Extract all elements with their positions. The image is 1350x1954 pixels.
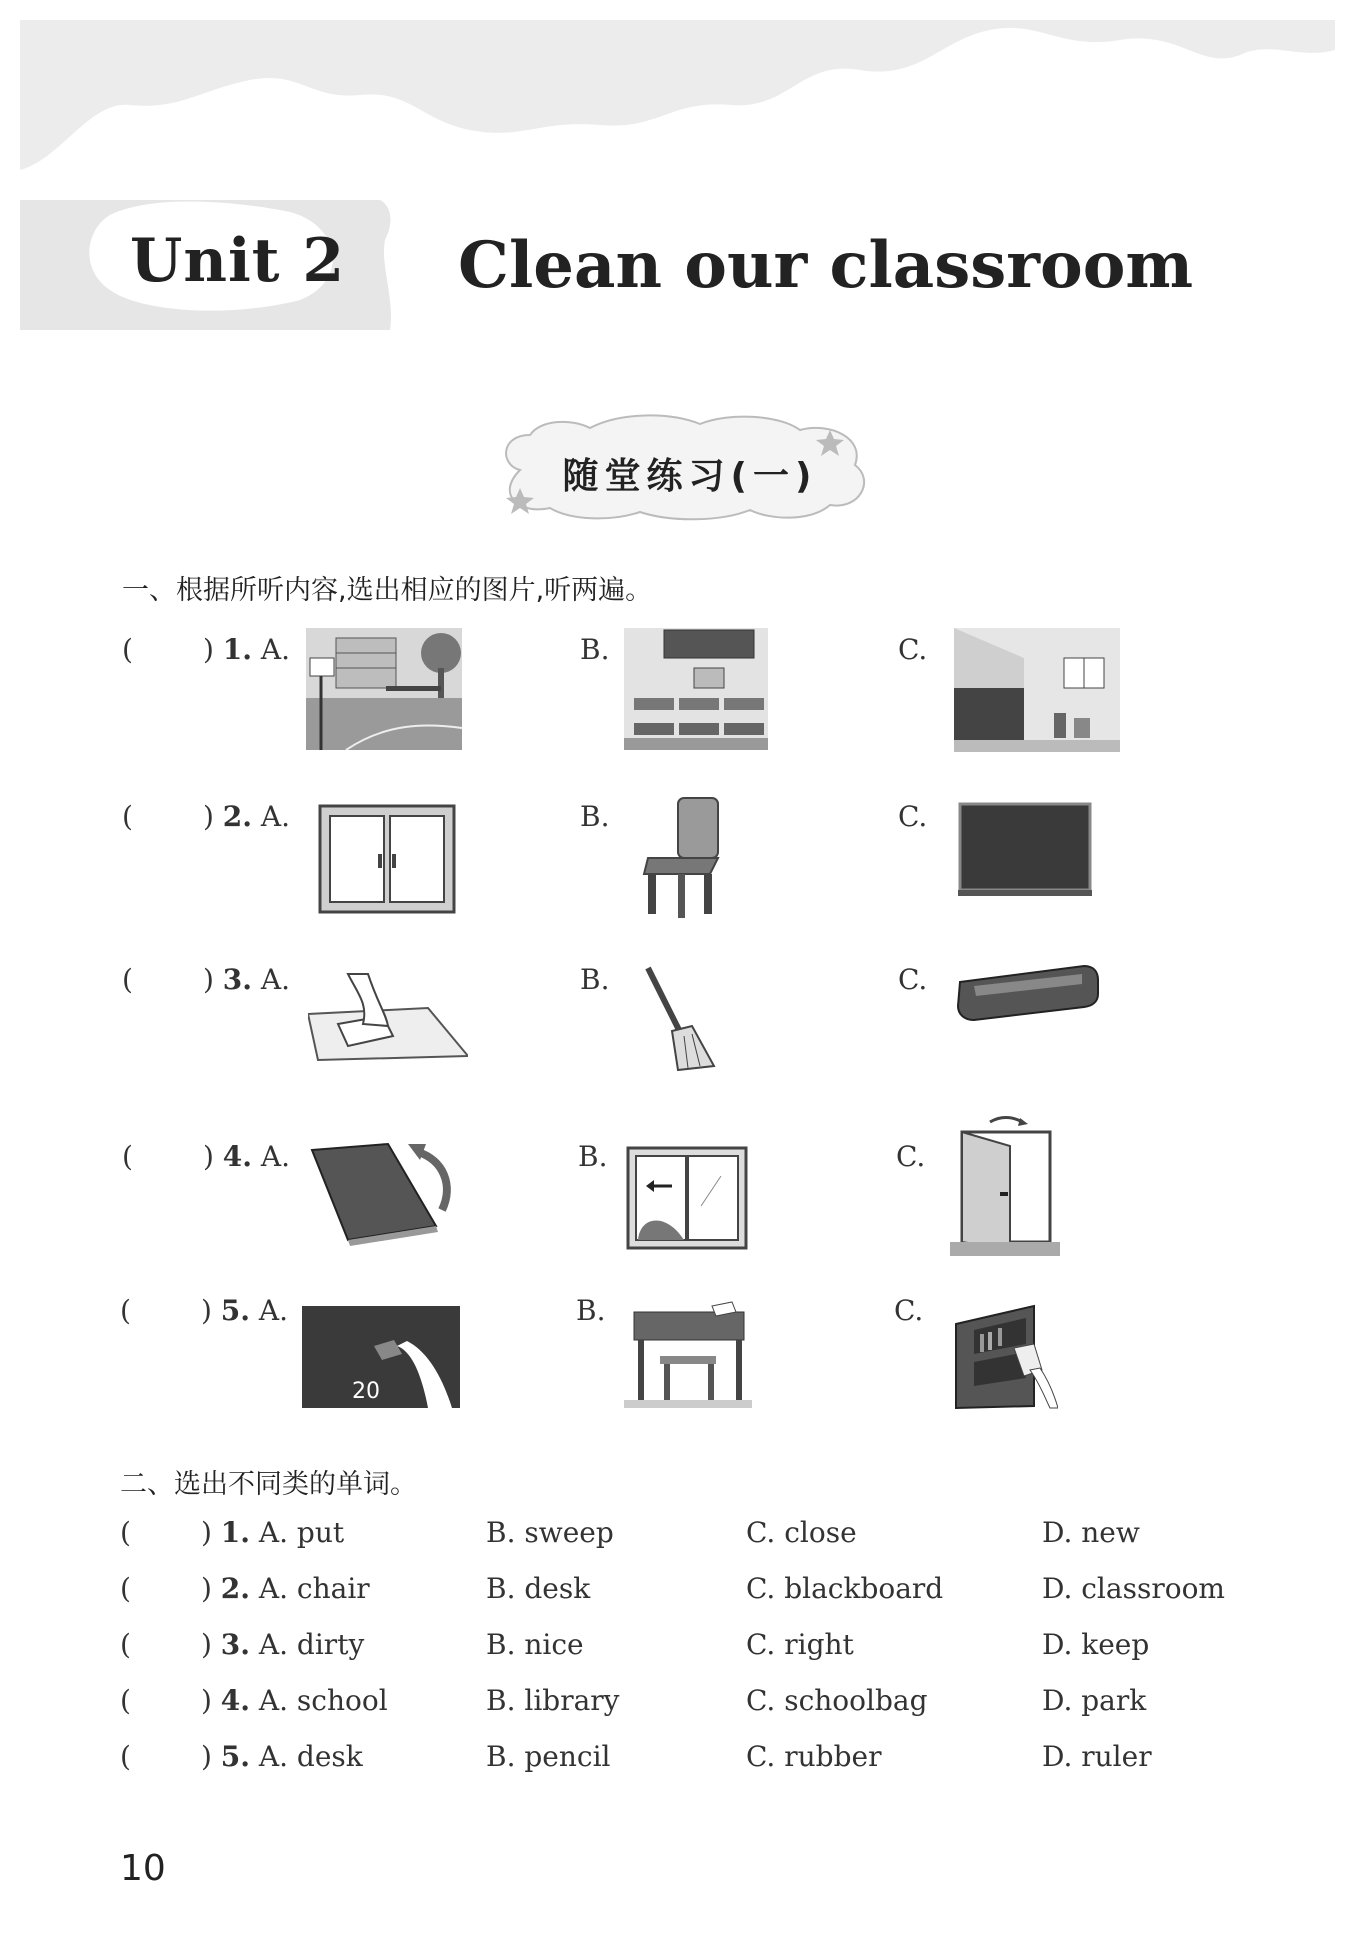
clean-desk-picture[interactable]: [624, 1300, 752, 1408]
option-a: A. desk: [258, 1740, 363, 1773]
section1-heading: 一、根据所听内容,选出相应的图片,听两遍。: [122, 575, 653, 606]
answer-bracket[interactable]: ( ) 4. A. school: [120, 1684, 388, 1717]
question-row: [120, 1294, 288, 1327]
clean-desk-picture[interactable]: [308, 964, 468, 1064]
option-c-label: C.: [898, 633, 928, 666]
word-row: [0, 1740, 1350, 1798]
question-number: 3.: [220, 1628, 250, 1661]
answer-bracket-close: ): [202, 800, 214, 833]
answer-bracket-close: ): [202, 1140, 214, 1173]
answer-bracket[interactable]: ( ) 2. A. chair: [120, 1572, 370, 1605]
option-c: C. rubber: [746, 1740, 882, 1773]
question-row: [122, 1140, 290, 1173]
option-c: C. right: [746, 1628, 854, 1661]
option-b-label: B.: [580, 800, 610, 833]
option-c: C. close: [746, 1516, 857, 1549]
clean-blackboard-picture[interactable]: [302, 1306, 460, 1408]
answer-bracket[interactable]: ( ) 3. A. dirty: [120, 1628, 365, 1661]
answer-bracket[interactable]: (: [122, 633, 133, 666]
option-a-label: A.: [258, 1294, 289, 1327]
blackboard-number: 20: [352, 1379, 380, 1404]
section2-heading: 二、选出不同类的单词。: [120, 1469, 417, 1500]
option-c: C. blackboard: [746, 1572, 944, 1605]
question-number: 5.: [220, 1740, 250, 1773]
eraser-picture[interactable]: [954, 962, 1100, 1024]
option-b: B. desk: [486, 1572, 591, 1605]
answer-bracket-close: ): [200, 1294, 212, 1327]
badge-label: 随堂练习(一): [562, 456, 818, 497]
option-a-label: A.: [260, 633, 291, 666]
classroom-picture[interactable]: [624, 628, 768, 750]
answer-bracket-close: ): [202, 963, 214, 996]
answer-bracket[interactable]: (: [122, 963, 133, 996]
open-window-picture[interactable]: [626, 1146, 748, 1250]
bookshelf-picture[interactable]: [954, 1304, 1058, 1410]
open-door-picture[interactable]: [950, 1116, 1060, 1256]
answer-bracket[interactable]: ( ) 1. A. put: [120, 1516, 345, 1549]
option-c-label: C.: [894, 1294, 924, 1327]
answer-bracket[interactable]: ( ) 5. A. desk: [120, 1740, 363, 1773]
question-number: 5.: [220, 1294, 251, 1327]
question-row: [122, 963, 290, 996]
option-a-label: A.: [260, 800, 291, 833]
question-number: 3.: [222, 963, 253, 996]
word-row: [0, 1516, 1350, 1574]
option-b: B. library: [486, 1684, 620, 1717]
question-number: 1.: [222, 633, 253, 666]
option-d: D. classroom: [1042, 1572, 1225, 1605]
word-row: [0, 1628, 1350, 1686]
option-c-label: C.: [896, 1140, 926, 1173]
option-d: D. keep: [1042, 1628, 1150, 1661]
broom-picture[interactable]: [642, 966, 720, 1072]
option-a-label: A.: [260, 1140, 291, 1173]
question-number: 1.: [220, 1516, 250, 1549]
option-c-label: C.: [898, 800, 928, 833]
option-b-label: B.: [578, 1140, 608, 1173]
music-room-picture[interactable]: [954, 628, 1120, 752]
option-c: C. schoolbag: [746, 1684, 928, 1717]
chair-picture[interactable]: [640, 796, 730, 922]
page-number: 10: [120, 1848, 166, 1889]
answer-bracket[interactable]: (: [122, 1140, 133, 1173]
window-picture[interactable]: [318, 804, 456, 914]
answer-bracket[interactable]: (: [122, 800, 133, 833]
close-book-picture[interactable]: [308, 1140, 454, 1246]
word-row: [0, 1684, 1350, 1742]
option-c-label: C.: [898, 963, 928, 996]
option-d: D. park: [1042, 1684, 1147, 1717]
question-row: [122, 800, 290, 833]
option-a: A. dirty: [258, 1628, 365, 1661]
schoolyard-picture[interactable]: [306, 628, 462, 750]
unit-title: Clean our classroom: [458, 228, 1194, 303]
question-number: 2.: [222, 800, 253, 833]
option-b-label: B.: [576, 1294, 606, 1327]
answer-bracket[interactable]: (: [120, 1294, 131, 1327]
option-b-label: B.: [580, 963, 610, 996]
question-number: 4.: [222, 1140, 253, 1173]
unit-label: Unit 2: [130, 226, 346, 296]
question-number: 4.: [220, 1684, 250, 1717]
blackboard-picture[interactable]: [958, 802, 1092, 898]
word-row: [0, 1572, 1350, 1630]
option-a: A. chair: [258, 1572, 370, 1605]
question-number: 2.: [220, 1572, 250, 1605]
answer-bracket-close: ): [202, 633, 214, 666]
option-b: B. nice: [486, 1628, 584, 1661]
option-a: A. put: [258, 1516, 345, 1549]
option-a-label: A.: [260, 963, 291, 996]
option-a: A. school: [258, 1684, 388, 1717]
option-d: D. ruler: [1042, 1740, 1152, 1773]
option-b: B. pencil: [486, 1740, 611, 1773]
option-d: D. new: [1042, 1516, 1140, 1549]
question-row: [122, 633, 290, 666]
option-b: B. sweep: [486, 1516, 614, 1549]
option-b-label: B.: [580, 633, 610, 666]
